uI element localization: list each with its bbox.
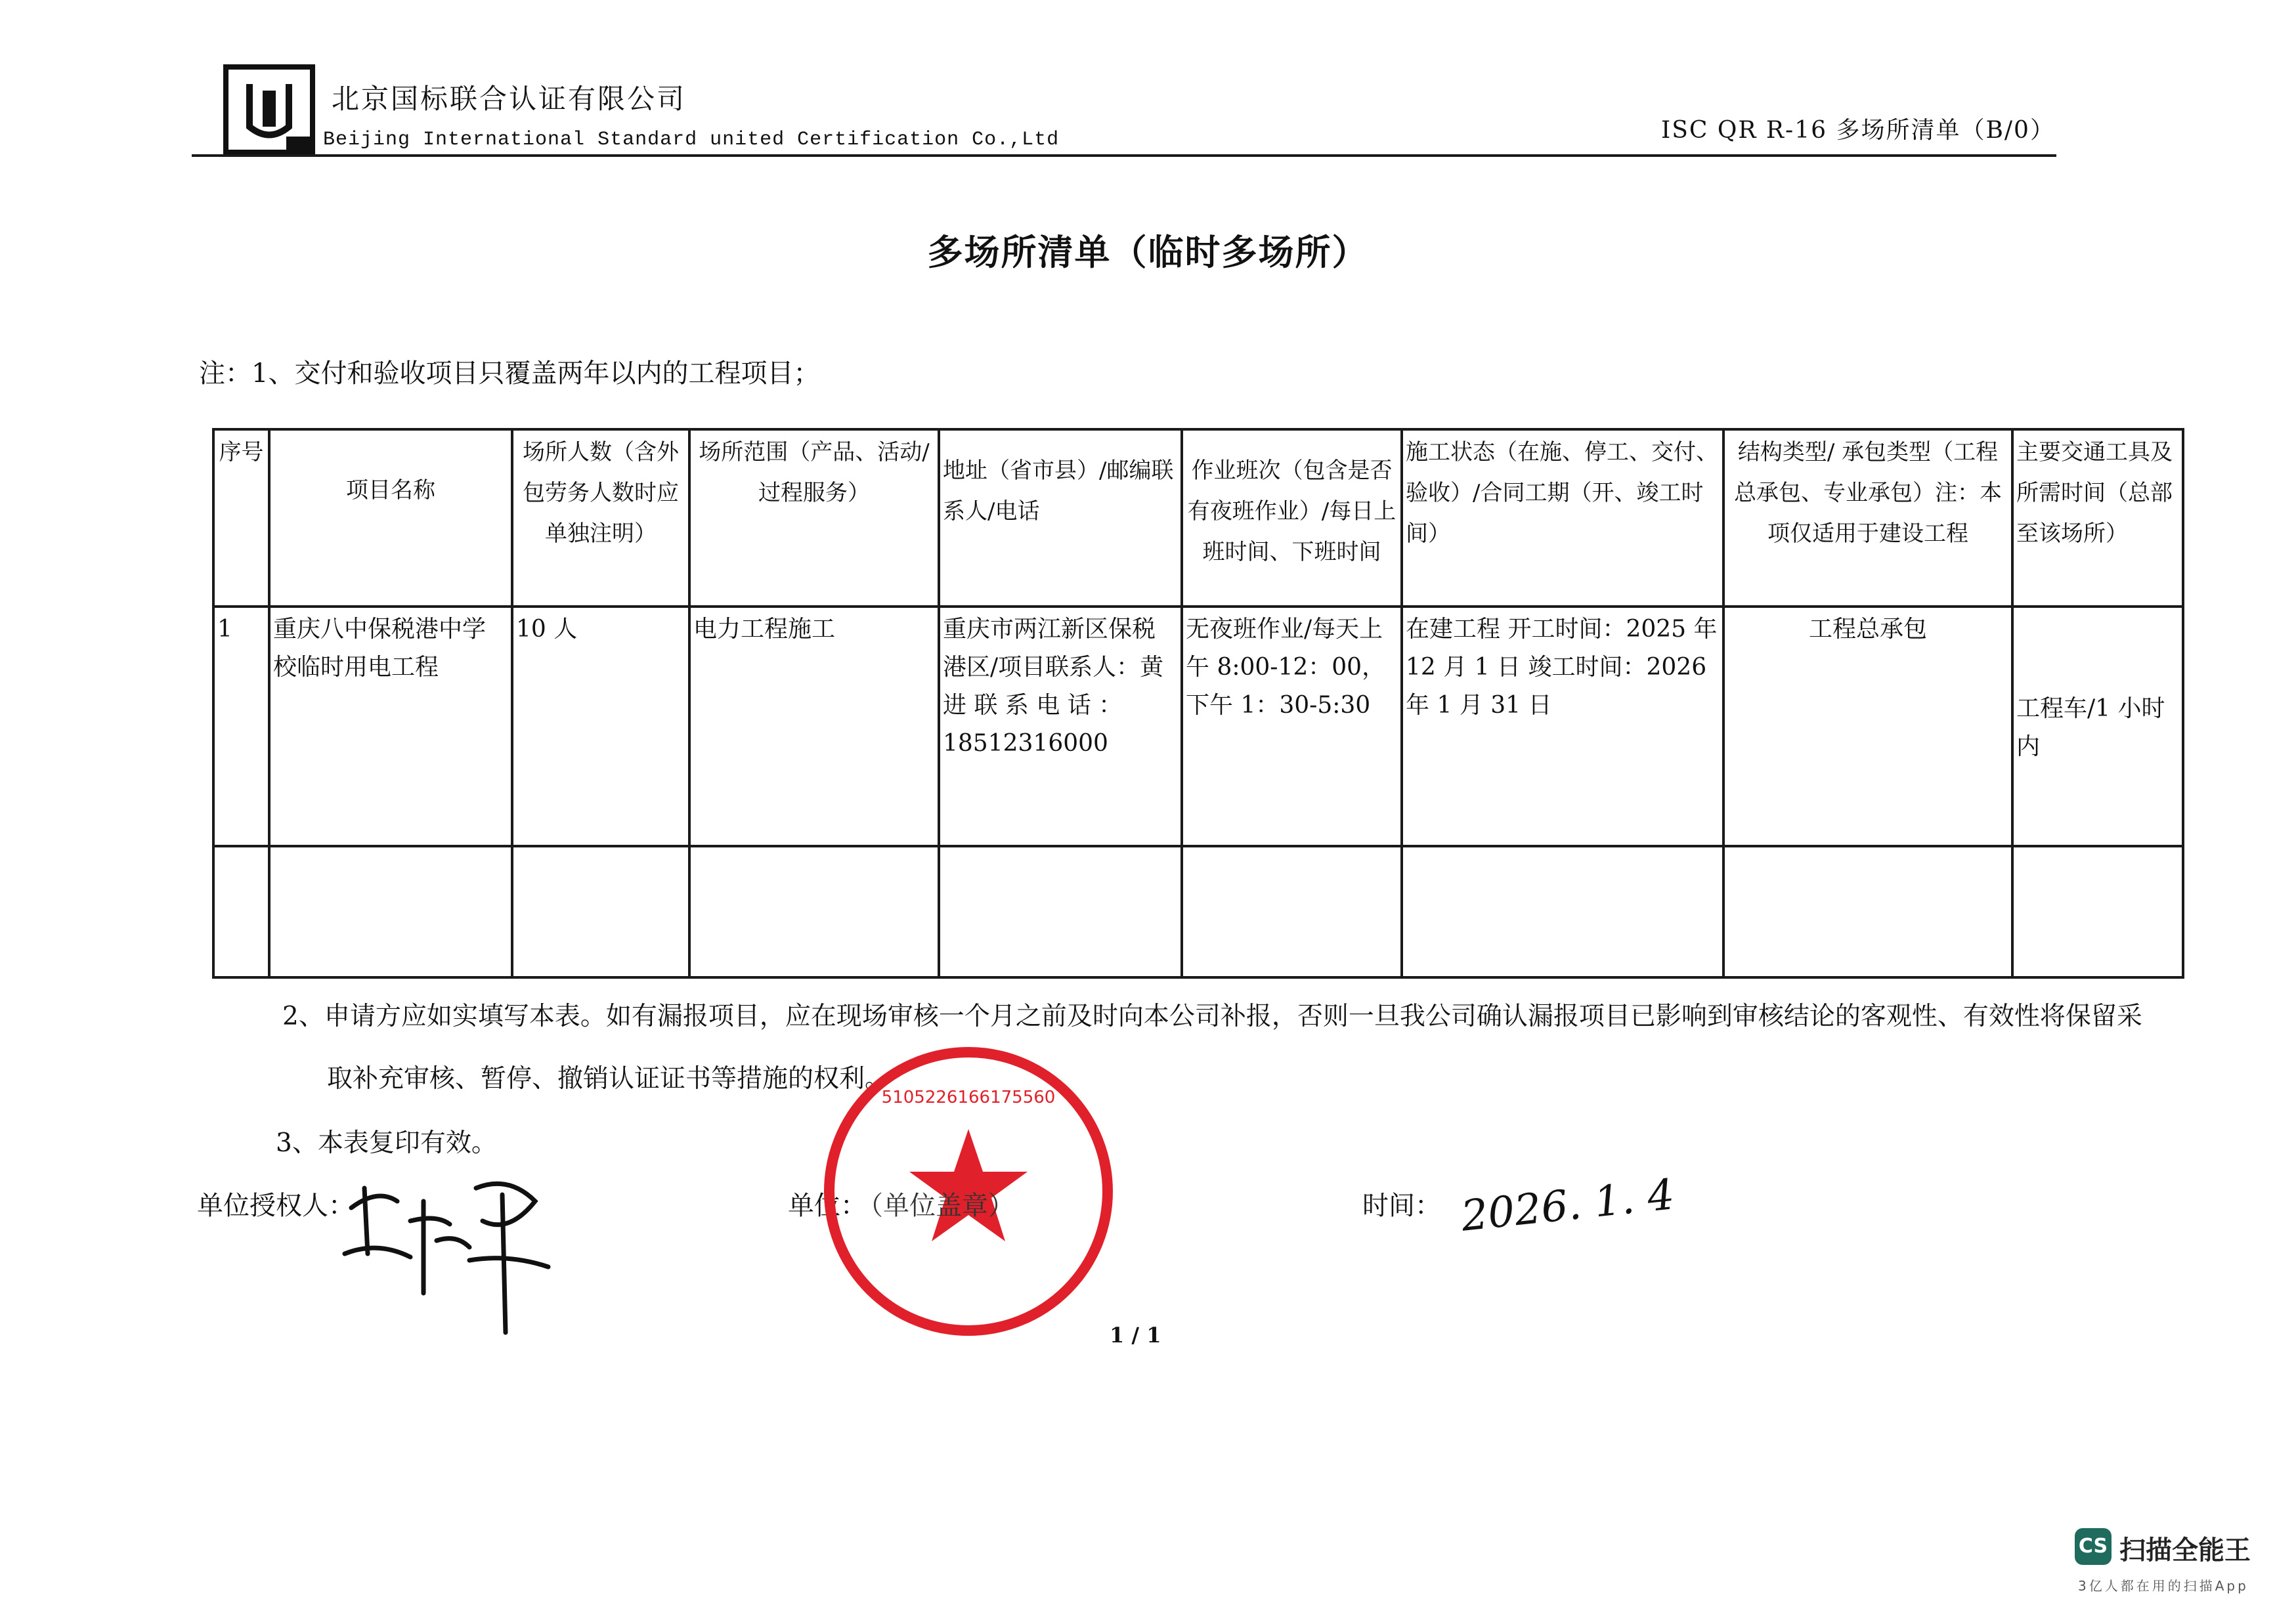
header-structure: 结构类型/ 承包类型（工程总承包、专业承包）注：本项仅适用于建设工程 xyxy=(1723,429,2012,607)
company-logo xyxy=(223,64,315,155)
handwritten-signature xyxy=(338,1162,555,1339)
note-1: 注：1、交付和验收项目只覆盖两年以内的工程项目； xyxy=(199,358,820,389)
table-row xyxy=(213,607,2183,846)
site-list-table xyxy=(212,428,2184,979)
cell-project-name: 重庆八中保税港中学校临时用电工程 xyxy=(269,607,512,846)
cell-transport: 工程车/1 小时内 xyxy=(2012,607,2183,846)
document-code: ISC QR R-16 多场所清单（B/0） xyxy=(1661,117,2055,144)
header-staff: 场所人数（含外包劳务人数时应单独注明） xyxy=(512,429,689,607)
note-3: 3、本表复印有效。 xyxy=(276,1128,497,1158)
table-header-row xyxy=(213,429,2183,607)
header-divider xyxy=(192,154,2056,157)
cell-project-name xyxy=(269,846,512,977)
page-number: 1 / 1 xyxy=(1110,1323,1161,1348)
header-scope: 场所范围（产品、活动/过程服务） xyxy=(689,429,939,607)
cell-structure xyxy=(1723,846,2012,977)
cell-shift xyxy=(1182,846,1402,977)
header-project-name: 项目名称 xyxy=(269,429,512,607)
cell-address xyxy=(939,846,1182,977)
cell-staff xyxy=(512,846,689,977)
camscanner-slogan: 3亿人都在用的扫描App xyxy=(2078,1578,2249,1594)
cell-no xyxy=(213,846,269,977)
handwritten-date: 2026. 1. 4 xyxy=(1459,1170,1677,1241)
unit-label: 单位： xyxy=(788,1191,867,1221)
cell-status: 在建工程 开工时间：2025 年 12 月 1 日 竣工时间：2026 年 1 月 31 日 xyxy=(1402,607,1723,846)
svg-text:5105226166175560: 5105226166175560 xyxy=(881,1088,1056,1107)
cell-staff: 10 人 xyxy=(512,607,689,846)
header-status: 施工状态（在施、停工、交付、验收）/合同工期（开、竣工时间） xyxy=(1402,429,1723,607)
header-shift: 作业班次（包含是否有夜班作业）/每日上班时间、下班时间 xyxy=(1182,429,1402,607)
header-transport: 主要交通工具及所需时间（总部至该场所） xyxy=(2012,429,2183,607)
camscanner-logo-icon: CS xyxy=(2075,1528,2112,1565)
document-title: 多场所清单（临时多场所） xyxy=(927,231,1369,273)
company-name-en: Beijing International Standard united Certification Co.,Ltd xyxy=(323,129,1060,151)
cell-status xyxy=(1402,846,1723,977)
time-label: 时间： xyxy=(1362,1191,1441,1221)
cell-structure: 工程总承包 xyxy=(1723,607,2012,846)
header-no: 序号 xyxy=(213,429,269,607)
camscanner-app-name: 扫描全能王 xyxy=(2119,1535,2251,1566)
table-row xyxy=(213,846,2183,977)
company-name-cn: 北京国标联合认证有限公司 xyxy=(332,83,687,115)
cell-scope xyxy=(689,846,939,977)
cell-transport xyxy=(2012,846,2183,977)
note-2-continued: 取补充审核、暂停、撤销认证证书等措施的权利。 xyxy=(327,1064,891,1094)
note-2: 2、申请方应如实填写本表。如有漏报项目，应在现场审核一个月之前及时向本公司补报，否则一旦我公司确认漏报项目已影响到审核结论的客观性、有效性将保留采 xyxy=(282,1002,2142,1031)
header-address: 地址（省市县）/邮编联系人/电话 xyxy=(939,429,1182,607)
cell-address: 重庆市两江新区保税港区/项目联系人：黄 进 联 系 电 话 ：18512316000 xyxy=(939,607,1182,846)
unit-seal-caption: （单位盖章） xyxy=(857,1191,1014,1221)
cell-shift: 无夜班作业/每天上午 8:00-12：00，下午 1：30-5:30 xyxy=(1182,607,1402,846)
cell-no: 1 xyxy=(213,607,269,846)
cell-scope: 电力工程施工 xyxy=(689,607,939,846)
authorizer-label: 单位授权人： xyxy=(197,1191,355,1221)
